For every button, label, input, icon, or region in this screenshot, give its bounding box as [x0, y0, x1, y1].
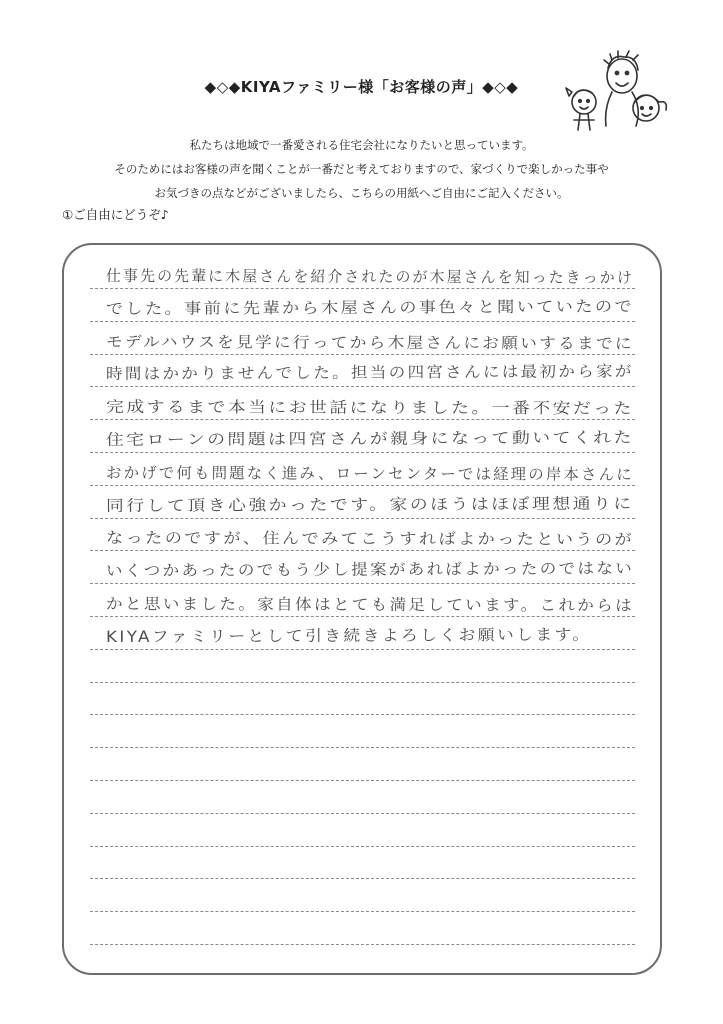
- ruled-line: [90, 747, 635, 748]
- handwritten-line: 完成するまで本当にお世話になりました。一番不安だった: [106, 398, 634, 418]
- handwritten-line: かと思いました。家自体はとても満足しています。これからは: [106, 595, 635, 615]
- handwritten-line: 同行して頂き心強かったです。家のほうはほぼ理想通りに: [105, 494, 634, 515]
- handwritten-line: いくつかあったのでもう少し提案があればよかったのではない: [105, 559, 635, 581]
- ruled-line: [90, 780, 635, 781]
- handwritten-line: 仕事先の先輩に木屋さんを紹介されたのが木屋さんを知ったきっかけ: [106, 267, 634, 287]
- ruled-line: [90, 354, 635, 355]
- family-illustration: [560, 48, 670, 138]
- ruled-line: [90, 485, 635, 486]
- handwritten-line: モデルハウスを見学に行ってから木屋さんにお願いするまでに: [106, 332, 634, 353]
- ruled-line: [90, 714, 635, 715]
- ruled-line: [90, 813, 635, 814]
- ruled-line: [90, 518, 635, 519]
- ruled-line: [90, 911, 635, 912]
- ruled-line: [90, 321, 635, 322]
- handwritten-line: 住宅ローンの問題は四宮さんが親身になって動いてくれた: [105, 428, 634, 449]
- ruled-line: [90, 550, 635, 551]
- handwritten-line: 時間はかかりませんでした。担当の四宮さんには最初から家が: [105, 362, 634, 384]
- handwritten-line: なったのですが、住んでみてこうすればよかったというのが: [106, 529, 635, 550]
- intro-message: [0, 133, 723, 205]
- ruled-line: [90, 682, 635, 683]
- ruled-line: [90, 419, 635, 420]
- ruled-line: [90, 386, 635, 387]
- ruled-line: [90, 452, 635, 453]
- ruled-line: [90, 649, 635, 650]
- handwritten-line: でした。事前に先輩から木屋さんの事色々と聞いていたので: [105, 297, 635, 318]
- intro-line: 私たちは地域で一番愛される住宅会社になりたいと思っています。: [189, 138, 534, 152]
- ruled-line: [90, 616, 635, 617]
- handwritten-line: おかげで何も問題なく進み、ローンセンターでは経理の岸本さんに: [106, 463, 634, 484]
- intro-line: お気づきの点などがございましたら、こちらの用紙へご自由にご記入ください。: [154, 186, 569, 200]
- free-comment-prompt: ①ご自由にどうぞ♪: [62, 207, 169, 222]
- page-title: ◆◇◆KIYAファミリー様「お客様の声」◆◇◆: [204, 78, 519, 96]
- ruled-line: [90, 288, 635, 289]
- handwritten-line: KIYAファミリーとして引き続きよろしくお願いします。: [105, 625, 592, 646]
- ruled-line: [90, 878, 635, 879]
- ruled-line: [90, 944, 635, 945]
- ruled-line: [90, 583, 635, 584]
- intro-line: そのためにはお客様の声を聞くことが一番だと考えておりますので、家づくりで楽しかった事や: [114, 162, 609, 176]
- ruled-line: [90, 846, 635, 847]
